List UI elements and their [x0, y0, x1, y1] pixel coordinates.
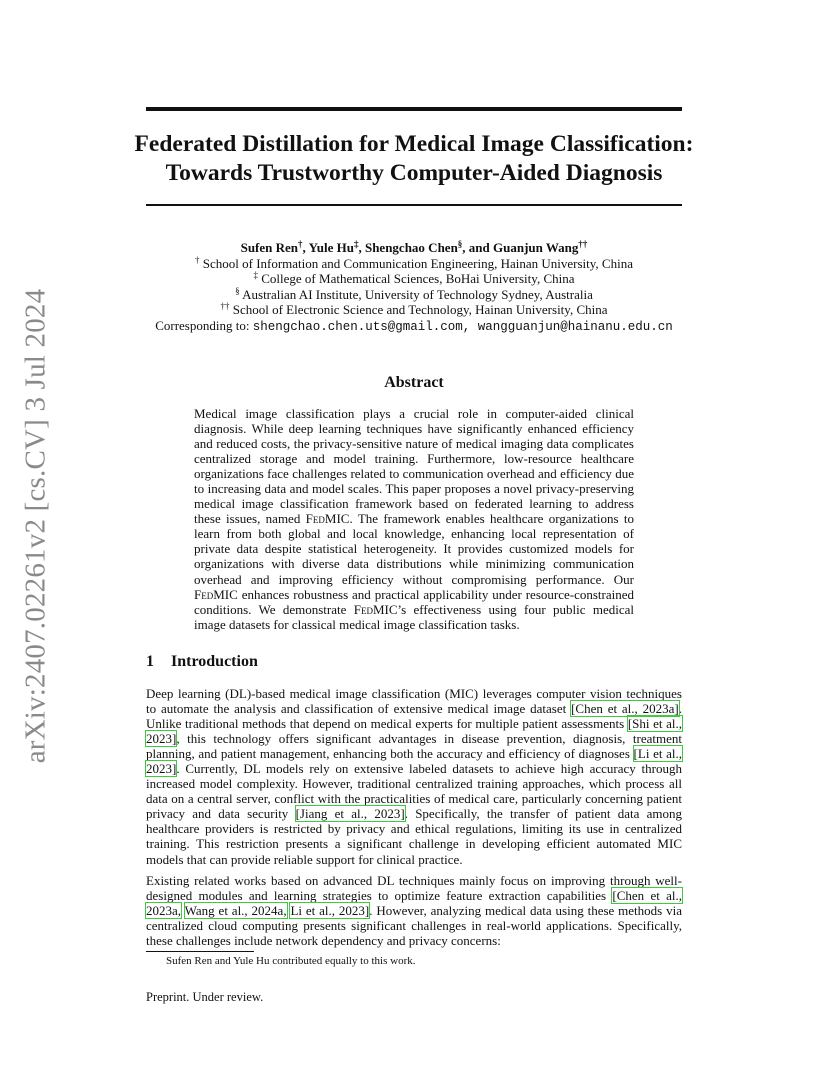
affiliation-text: School of Information and Communication Engineering, Hainan University, China [199, 255, 633, 271]
author-mark: † [298, 239, 303, 249]
author-name: Guanjun Wang [493, 240, 579, 255]
section-heading-introduction [146, 653, 258, 671]
section-number: 1 [146, 653, 154, 670]
citation-link[interactable]: [Jiang et al., 2023] [295, 806, 405, 822]
affiliation-mark: † [195, 254, 200, 265]
affiliation-mark: †† [220, 301, 230, 312]
corresponding-label: Corresponding to: [155, 317, 253, 333]
paragraph-text: Deep learning (DL)-based medical image classification (MIC) leverages computer vision techniques to automate the analysis and classification of extensive medical image dataset [146, 686, 682, 717]
paragraph-text: . Specifically, the transfer of patient data among healthcare providers is restricted by privacy and ethical regulations, limiting its use in centralized training. This restriction presents a significant challenge in developing efficient automated MIC models that can provide reliable support for clinical practice. [146, 806, 682, 867]
paragraph [146, 686, 682, 867]
method-name: FedMIC [194, 586, 238, 602]
corresponding-line [110, 318, 718, 336]
paper-title [110, 130, 718, 188]
abstract-text: ’s effectiveness using four public medical image datasets for classical medical image classification tasks. [194, 601, 634, 632]
affiliation-text: College of Mathematical Sciences, BoHai University, China [258, 271, 575, 287]
paragraph-text: . Currently, DL models rely on extensive labeled datasets to achieve high accuracy through increased model complexity. However, traditional centralized training approaches, which process all data on a central server, conflict with the practicalities of medical care, particularly concerning patient privacy and data security [146, 761, 682, 822]
citation-link[interactable]: [Chen et al., 2023a] [571, 701, 679, 717]
method-name: FedMIC [305, 511, 350, 527]
footnote: Sufen Ren and Yule Hu contributed equally to this work. [166, 955, 416, 967]
title-bottom-rule [146, 204, 682, 206]
citation-link[interactable]: [Shi et al., 2023] [146, 716, 683, 747]
title-top-rule [146, 107, 682, 111]
abstract-heading: Abstract [384, 374, 444, 391]
author-mark: ‡ [353, 239, 359, 249]
affiliation-text: School of Electronic Science and Technology, Hainan University, China [229, 302, 608, 318]
method-name: FedMIC [353, 601, 398, 617]
abstract-text: Medical image classification plays a crucial role in computer-aided clinical diagnosis. While deep learning techniques have significantly enhanced efficiency and reduced costs, the privacy-sensitive nature of medical imaging data complicates centralized storage and model training. Furthermore, low-resource healthcare organizations face challenges related to communication overhead and efficiency due to increasing data and model scales. This paper proposes a novel privacy-preserving medical image classification framework based on federated learning to address these issues, named [194, 406, 634, 527]
citation-link[interactable]: Li et al., 2023] [290, 902, 370, 918]
section-title: Introduction [171, 653, 258, 670]
paragraph-text: , this technology offers significant advantages in disease prevention, diagnosis, treatment planning, and patient management, enhancing both the accuracy and efficiency of diagnoses [146, 731, 682, 762]
corresponding-emails[interactable]: shengchao.chen.uts@gmail.com, wangguanjun@hainanu.edu.cn [252, 319, 673, 334]
paragraph-text: . Unlike traditional methods that depend on medical experts for multiple patient assessments [146, 701, 682, 732]
abstract-text: . The framework enables healthcare organizations to learn from both global and local knowledge, enhancing local representation of private data despite statistical heterogeneity. It provides customized models for organizations with diverse data distributions while minimizing communication overhead and improving efficiency without compromising performance. Our [194, 511, 634, 587]
citation-link[interactable]: [Chen et al., 2023a, [146, 887, 682, 918]
arxiv-watermark [14, 288, 58, 764]
author-name: Yule Hu [308, 240, 354, 255]
abstract-body [194, 406, 634, 632]
author-mark: § [457, 239, 463, 249]
footnote-rule [146, 951, 254, 952]
author-sep: , [302, 240, 309, 255]
citation-link[interactable]: Wang et al., 2024a, [184, 902, 287, 918]
abstract-text: enhances robustness and practical applicability under resource-constrained conditions. We demonstrate [194, 586, 634, 617]
affiliation-mark: ‡ [253, 270, 258, 281]
arxiv-identifier: arXiv:2407.02261v2 [cs.CV] 3 Jul 2024 [19, 288, 52, 764]
author-mark: †† [578, 239, 588, 249]
author-name: Shengchao Chen [364, 240, 458, 255]
author-list [110, 240, 718, 256]
introduction-body [146, 686, 682, 954]
paragraph [146, 873, 682, 948]
title-line-1: Federated Distillation for Medical Image Classification: [134, 131, 694, 157]
author-name: Sufen Ren [240, 240, 299, 255]
affiliation-mark: § [235, 285, 240, 296]
affiliation-text: Australian AI Institute, University of Technology Sydney, Australia [239, 286, 593, 302]
author-sep: , and [462, 240, 494, 255]
author-sep: , [358, 240, 365, 255]
affiliation [110, 287, 718, 303]
preprint-notice: Preprint. Under review. [146, 990, 264, 1004]
paragraph-text: . However, analyzing medical data using these methods via centralized cloud computing presents significant challenges in real-world applications. Specifically, these challenges include network dependency and privacy concerns: [146, 902, 682, 948]
affiliation [110, 302, 718, 318]
paragraph-text: Existing related works based on advanced DL techniques mainly focus on improving through well-designed modules and learning strategies to optimize feature extraction capabilities [146, 872, 682, 903]
citation-link[interactable]: [Li et al., 2023] [146, 746, 682, 777]
affiliation [110, 256, 718, 272]
affiliation [110, 271, 718, 287]
title-line-2: Towards Trustworthy Computer-Aided Diagnosis [165, 160, 663, 186]
author-block [110, 240, 718, 336]
